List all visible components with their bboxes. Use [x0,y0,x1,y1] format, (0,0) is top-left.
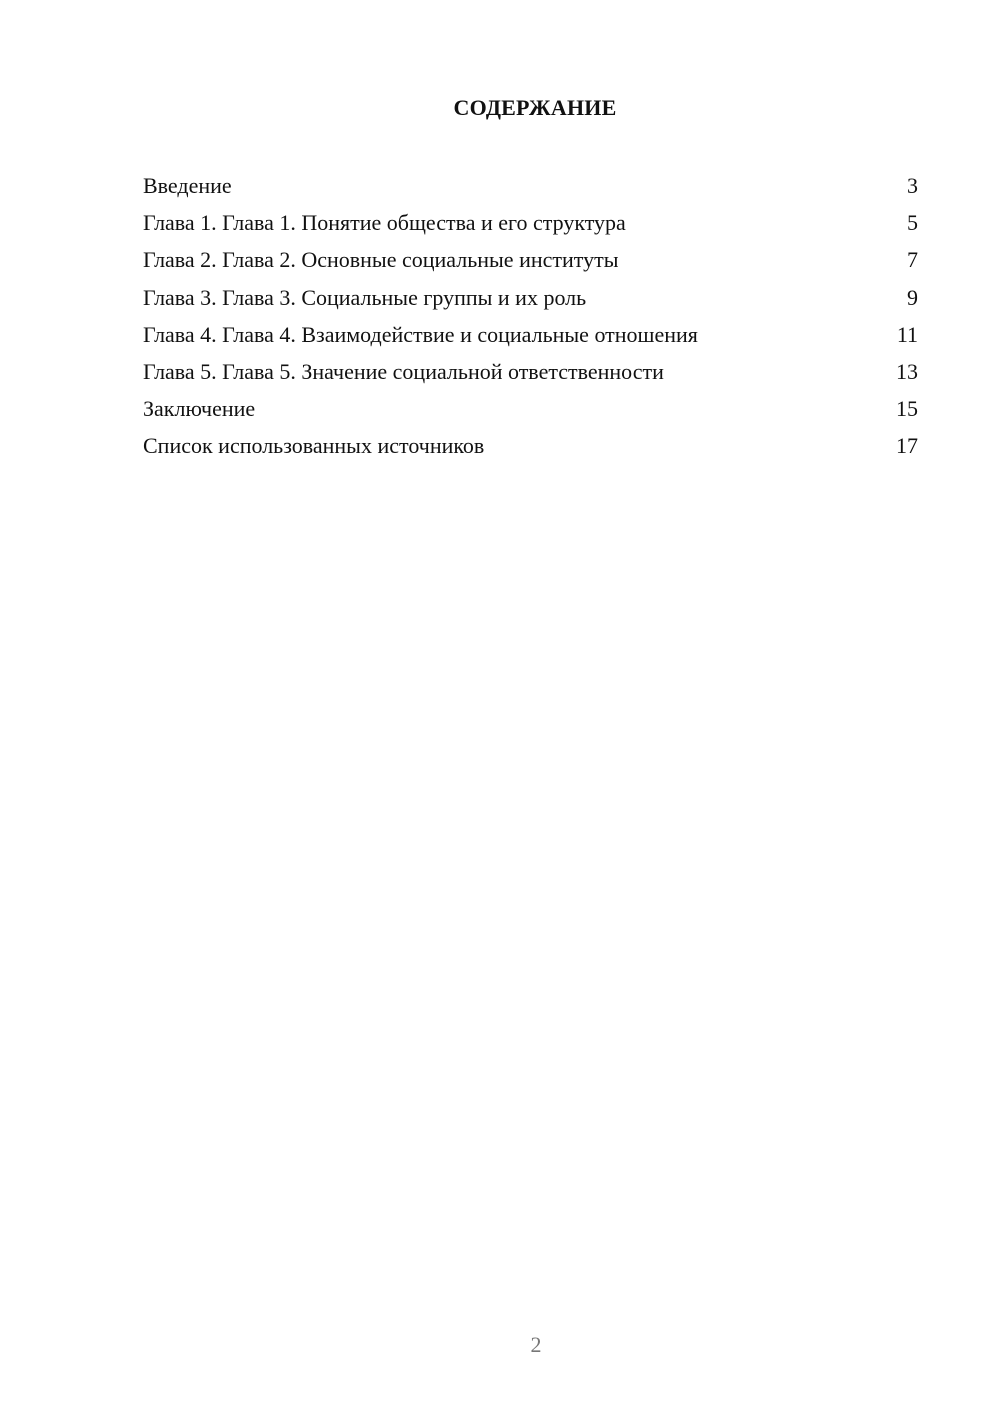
toc-entry-page: 9 [907,284,918,310]
toc-entry-chapter-3 [143,279,918,316]
toc-entry-label: Глава 1. Глава 1. Понятие общества и его структура [143,210,626,236]
toc-entry-conclusion [143,390,918,427]
toc-entry-label: Глава 2. Глава 2. Основные социальные институты [143,247,619,273]
toc-entry-label: Заключение [143,396,256,422]
page-number: 2 [530,1332,542,1357]
toc-entry-page: 13 [896,358,918,384]
toc-entry-chapter-1 [143,204,918,241]
toc-entry-page: 5 [907,210,918,236]
toc-entry-references [143,427,918,464]
toc-entry-page: 15 [896,396,918,422]
toc-entry-page: 3 [907,173,918,198]
toc-entry-label: Список использованных источников [143,433,485,459]
toc-entry-label: Глава 4. Глава 4. Взаимодействие и социальные отношения [143,321,698,347]
toc-entry-label: Глава 5. Глава 5. Значение социальной ответственности [143,358,664,384]
toc-title: СОДЕРЖАНИЕ [453,95,617,120]
toc-entry-chapter-2 [143,241,918,278]
toc-entry-label: Глава 3. Глава 3. Социальные группы и их роль [143,284,587,310]
table-of-contents [143,167,918,465]
toc-entry-introduction [143,167,918,204]
toc-entry-chapter-4 [143,316,918,353]
toc-entry-page: 7 [907,247,918,273]
toc-entry-chapter-5 [143,353,918,390]
toc-entry-page: 11 [896,321,918,347]
toc-entry-page: 17 [896,433,918,459]
toc-entry-label: Введение [143,173,232,198]
